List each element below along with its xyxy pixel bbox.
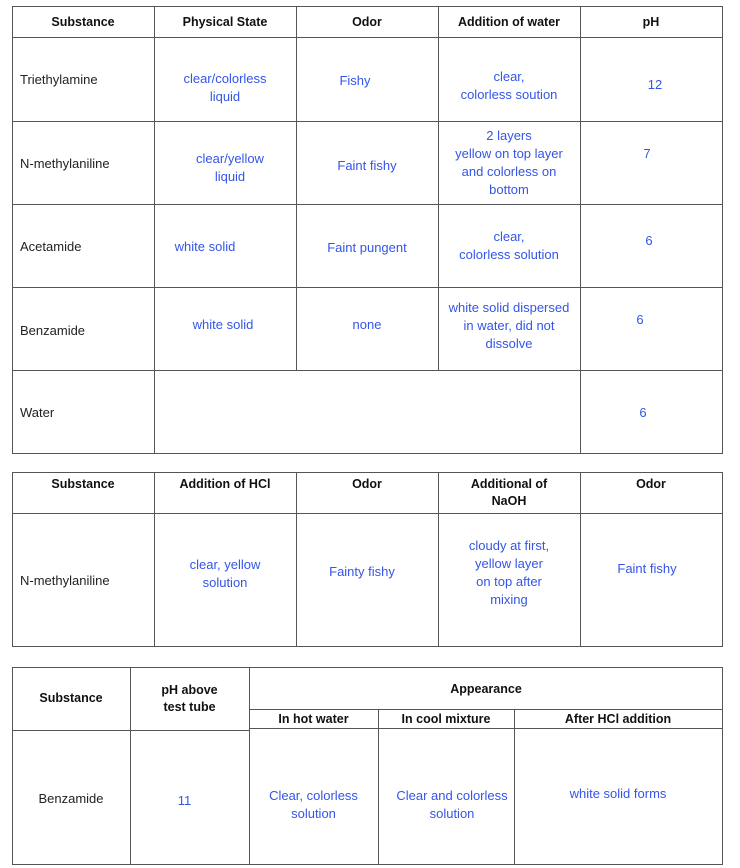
t2-substance: N-methylaniline — [20, 573, 110, 588]
t1-r1-water: clear, colorless soution — [460, 69, 558, 102]
t2-header-addition-of-hcl: Addition of HCl — [179, 477, 271, 491]
t2-header-additional-of-naoh: Additional of NaOH — [470, 477, 548, 508]
t2-header-odor-1: Odor — [352, 477, 382, 491]
t1-r2-state: clear/yellow liquid — [196, 151, 264, 184]
t1-header-odor: Odor — [352, 15, 382, 29]
t3-hot: Clear, colorless solution — [269, 788, 358, 821]
t2-hcl: clear, yellow solution — [189, 557, 261, 590]
t1-r1-ph: 12 — [647, 77, 663, 92]
t3-header-after-hcl: After HCl addition — [564, 712, 672, 726]
t2-header-substance: Substance — [51, 477, 115, 491]
t1-r4-state: white solid — [192, 317, 254, 332]
t1-r1-state: clear/colorless liquid — [183, 71, 267, 104]
t1-header-ph: pH — [642, 15, 660, 29]
t3-header-hot-water: In hot water — [278, 712, 349, 726]
t1-r4-water: white solid dispersed in water, did not dissolve — [448, 300, 570, 351]
t1-header-addition-of-water: Addition of water — [457, 15, 561, 29]
t1-r3-substance: Acetamide — [20, 239, 82, 254]
t2-odor-2: Faint fishy — [617, 561, 677, 576]
t1-r4-ph: 6 — [636, 312, 644, 327]
t1-r4-substance: Benzamide — [20, 323, 86, 338]
t1-r4-odor: none — [352, 317, 382, 332]
t1-r3-ph: 6 — [645, 233, 653, 248]
t3-header-cool-mixture: In cool mixture — [401, 712, 491, 726]
t1-r1-substance: Triethylamine — [20, 72, 98, 87]
t1-r3-water: clear, colorless solution — [459, 229, 559, 262]
t3-header-ph: pH above test tube — [161, 683, 218, 714]
t1-r3-odor: Faint pungent — [327, 240, 407, 255]
t1-r5-ph: 6 — [639, 405, 647, 420]
t3-substance: Benzamide — [38, 791, 104, 806]
t2-naoh: cloudy at first, yellow layer on top after mixing — [468, 538, 550, 607]
t2-odor-1: Fainty fishy — [329, 564, 395, 579]
t3-header-appearance: Appearance — [450, 682, 522, 696]
t1-r2-ph: 7 — [643, 146, 651, 161]
t1-r3-state: white solid — [174, 239, 236, 254]
t1-r2-substance: N-methylaniline — [20, 156, 110, 171]
t1-r2-water: 2 layers yellow on top layer and colorless on bottom — [455, 128, 563, 197]
t1-header-physical-state: Physical State — [182, 15, 268, 29]
t1-r5-substance: Water — [20, 405, 55, 420]
t3-ph: 11 — [177, 793, 192, 808]
t3-header-substance: Substance — [39, 691, 103, 705]
t3-hcl: white solid forms — [569, 786, 667, 801]
t1-header-substance: Substance — [51, 15, 115, 29]
t1-r1-odor: Fishy — [339, 73, 371, 88]
t3-cool: Clear and colorless solution — [396, 788, 508, 821]
t1-r2-odor: Faint fishy — [337, 158, 397, 173]
t2-header-odor-2: Odor — [636, 477, 666, 491]
